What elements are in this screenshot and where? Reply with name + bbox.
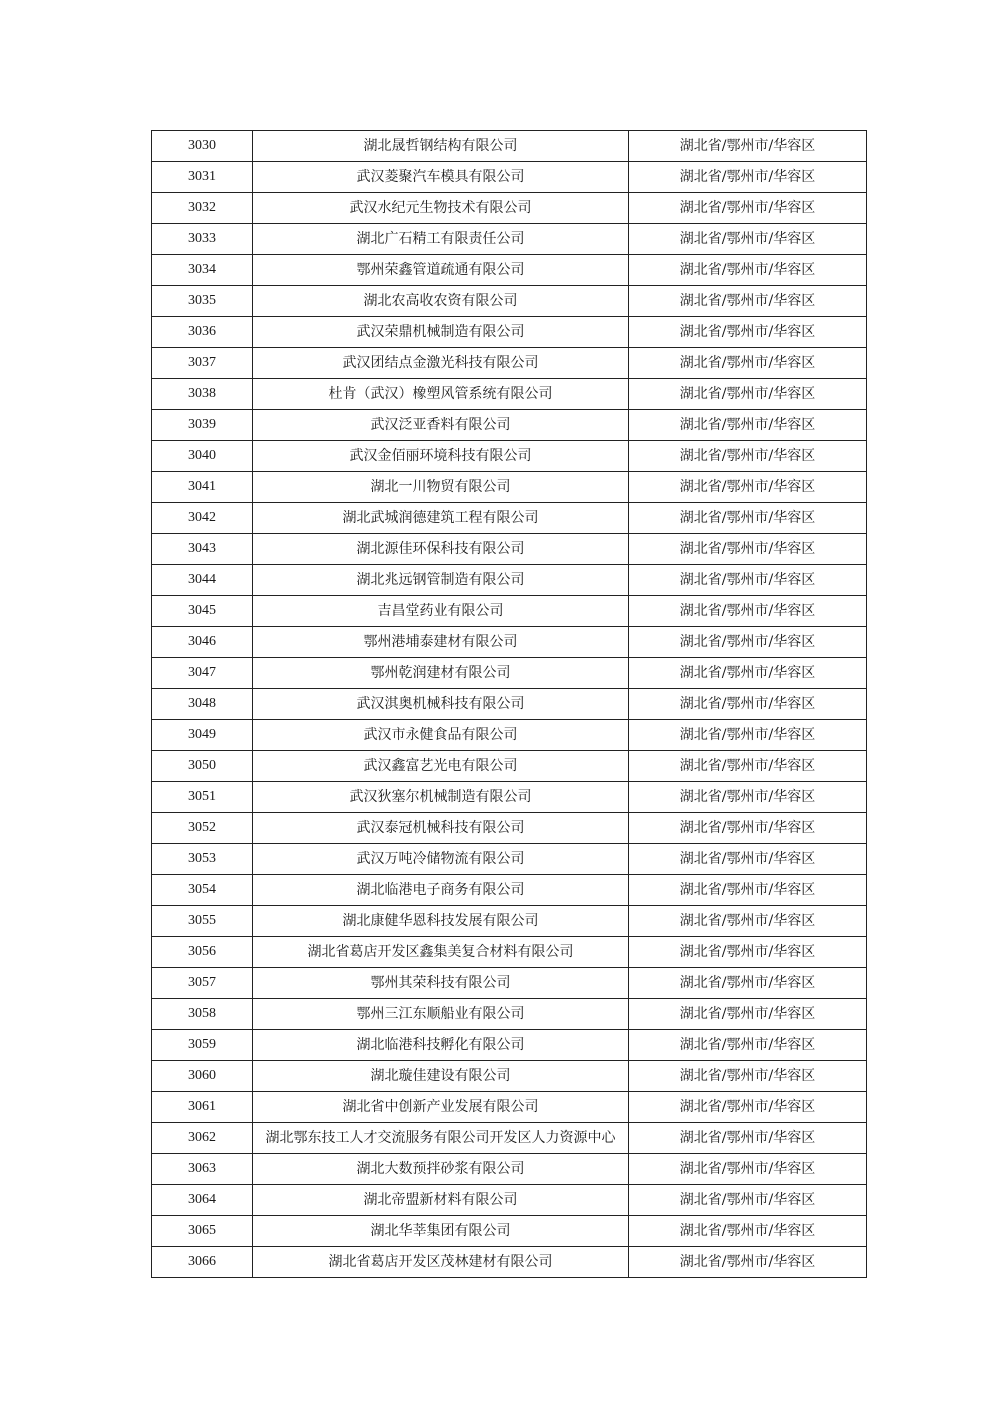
location-cell: 湖北省/鄂州市/华容区 [629, 1154, 867, 1185]
company-name-cell: 湖北临港科技孵化有限公司 [253, 1030, 629, 1061]
table-row [152, 534, 867, 565]
company-name-cell: 湖北一川物贸有限公司 [253, 472, 629, 503]
row-number-cell: 3053 [152, 844, 253, 875]
table-row [152, 813, 867, 844]
company-name-cell: 湖北广石精工有限责任公司 [253, 224, 629, 255]
company-name-cell: 武汉金佰丽环境科技有限公司 [253, 441, 629, 472]
row-number-cell: 3040 [152, 441, 253, 472]
company-name-cell: 武汉狄塞尔机械制造有限公司 [253, 782, 629, 813]
table-row [152, 1030, 867, 1061]
table-body [152, 131, 867, 1278]
company-name-cell: 湖北康健华恩科技发展有限公司 [253, 906, 629, 937]
row-number-cell: 3051 [152, 782, 253, 813]
row-number-cell: 3062 [152, 1123, 253, 1154]
row-number-cell: 3063 [152, 1154, 253, 1185]
row-number-cell: 3044 [152, 565, 253, 596]
table-row [152, 720, 867, 751]
location-cell: 湖北省/鄂州市/华容区 [629, 844, 867, 875]
row-number-cell: 3054 [152, 875, 253, 906]
location-cell: 湖北省/鄂州市/华容区 [629, 999, 867, 1030]
table-row [152, 131, 867, 162]
location-cell: 湖北省/鄂州市/华容区 [629, 162, 867, 193]
table-row [152, 1185, 867, 1216]
location-cell: 湖北省/鄂州市/华容区 [629, 1092, 867, 1123]
location-cell: 湖北省/鄂州市/华容区 [629, 348, 867, 379]
company-name-cell: 武汉菱聚汽车模具有限公司 [253, 162, 629, 193]
table-row [152, 472, 867, 503]
row-number-cell: 3032 [152, 193, 253, 224]
table-row [152, 255, 867, 286]
table-row [152, 565, 867, 596]
company-name-cell: 鄂州三江东顺船业有限公司 [253, 999, 629, 1030]
table-row [152, 627, 867, 658]
row-number-cell: 3030 [152, 131, 253, 162]
table-row [152, 968, 867, 999]
location-cell: 湖北省/鄂州市/华容区 [629, 751, 867, 782]
row-number-cell: 3048 [152, 689, 253, 720]
location-cell: 湖北省/鄂州市/华容区 [629, 317, 867, 348]
company-name-cell: 武汉淇奥机械科技有限公司 [253, 689, 629, 720]
table-row [152, 1092, 867, 1123]
row-number-cell: 3039 [152, 410, 253, 441]
table-row [152, 162, 867, 193]
row-number-cell: 3052 [152, 813, 253, 844]
location-cell: 湖北省/鄂州市/华容区 [629, 286, 867, 317]
location-cell: 湖北省/鄂州市/华容区 [629, 1030, 867, 1061]
table-row [152, 937, 867, 968]
row-number-cell: 3031 [152, 162, 253, 193]
company-name-cell: 湖北帝盟新材料有限公司 [253, 1185, 629, 1216]
company-name-cell: 武汉泛亚香料有限公司 [253, 410, 629, 441]
row-number-cell: 3060 [152, 1061, 253, 1092]
table-row [152, 906, 867, 937]
company-name-cell: 湖北省葛店开发区鑫集美复合材料有限公司 [253, 937, 629, 968]
table-row [152, 658, 867, 689]
row-number-cell: 3049 [152, 720, 253, 751]
location-cell: 湖北省/鄂州市/华容区 [629, 937, 867, 968]
row-number-cell: 3057 [152, 968, 253, 999]
row-number-cell: 3033 [152, 224, 253, 255]
company-name-cell: 鄂州其荣科技有限公司 [253, 968, 629, 999]
location-cell: 湖北省/鄂州市/华容区 [629, 472, 867, 503]
company-name-cell: 湖北省中创新产业发展有限公司 [253, 1092, 629, 1123]
location-cell: 湖北省/鄂州市/华容区 [629, 906, 867, 937]
row-number-cell: 3042 [152, 503, 253, 534]
table-row [152, 193, 867, 224]
location-cell: 湖北省/鄂州市/华容区 [629, 1216, 867, 1247]
location-cell: 湖北省/鄂州市/华容区 [629, 255, 867, 286]
location-cell: 湖北省/鄂州市/华容区 [629, 1123, 867, 1154]
row-number-cell: 3034 [152, 255, 253, 286]
table-row [152, 348, 867, 379]
company-name-cell: 杜肯（武汉）橡塑风管系统有限公司 [253, 379, 629, 410]
row-number-cell: 3037 [152, 348, 253, 379]
row-number-cell: 3066 [152, 1247, 253, 1278]
location-cell: 湖北省/鄂州市/华容区 [629, 1247, 867, 1278]
location-cell: 湖北省/鄂州市/华容区 [629, 131, 867, 162]
row-number-cell: 3058 [152, 999, 253, 1030]
row-number-cell: 3045 [152, 596, 253, 627]
location-cell: 湖北省/鄂州市/华容区 [629, 503, 867, 534]
location-cell: 湖北省/鄂州市/华容区 [629, 720, 867, 751]
location-cell: 湖北省/鄂州市/华容区 [629, 441, 867, 472]
company-name-cell: 湖北兆远钢管制造有限公司 [253, 565, 629, 596]
table-row [152, 503, 867, 534]
table-row [152, 751, 867, 782]
row-number-cell: 3055 [152, 906, 253, 937]
row-number-cell: 3043 [152, 534, 253, 565]
table-row [152, 782, 867, 813]
table-row [152, 1061, 867, 1092]
company-name-cell: 武汉水纪元生物技术有限公司 [253, 193, 629, 224]
company-name-cell: 湖北大数预拌砂浆有限公司 [253, 1154, 629, 1185]
company-name-cell: 武汉鑫富艺光电有限公司 [253, 751, 629, 782]
row-number-cell: 3035 [152, 286, 253, 317]
location-cell: 湖北省/鄂州市/华容区 [629, 689, 867, 720]
row-number-cell: 3056 [152, 937, 253, 968]
table-row [152, 596, 867, 627]
row-number-cell: 3050 [152, 751, 253, 782]
row-number-cell: 3041 [152, 472, 253, 503]
row-number-cell: 3038 [152, 379, 253, 410]
location-cell: 湖北省/鄂州市/华容区 [629, 658, 867, 689]
table-row [152, 1216, 867, 1247]
location-cell: 湖北省/鄂州市/华容区 [629, 410, 867, 441]
row-number-cell: 3046 [152, 627, 253, 658]
row-number-cell: 3059 [152, 1030, 253, 1061]
company-name-cell: 湖北农高收农资有限公司 [253, 286, 629, 317]
company-name-cell: 武汉万吨冷储物流有限公司 [253, 844, 629, 875]
table-row [152, 1123, 867, 1154]
location-cell: 湖北省/鄂州市/华容区 [629, 968, 867, 999]
location-cell: 湖北省/鄂州市/华容区 [629, 813, 867, 844]
row-number-cell: 3064 [152, 1185, 253, 1216]
location-cell: 湖北省/鄂州市/华容区 [629, 1061, 867, 1092]
table-row [152, 317, 867, 348]
location-cell: 湖北省/鄂州市/华容区 [629, 1185, 867, 1216]
row-number-cell: 3036 [152, 317, 253, 348]
company-name-cell: 湖北省葛店开发区茂林建材有限公司 [253, 1247, 629, 1278]
table-row [152, 1154, 867, 1185]
company-name-cell: 鄂州乾润建材有限公司 [253, 658, 629, 689]
location-cell: 湖北省/鄂州市/华容区 [629, 224, 867, 255]
company-name-cell: 湖北临港电子商务有限公司 [253, 875, 629, 906]
company-table [151, 130, 867, 1278]
location-cell: 湖北省/鄂州市/华容区 [629, 782, 867, 813]
company-name-cell: 吉昌堂药业有限公司 [253, 596, 629, 627]
company-name-cell: 武汉团结点金激光科技有限公司 [253, 348, 629, 379]
location-cell: 湖北省/鄂州市/华容区 [629, 534, 867, 565]
company-name-cell: 湖北璇佳建设有限公司 [253, 1061, 629, 1092]
table-row [152, 410, 867, 441]
location-cell: 湖北省/鄂州市/华容区 [629, 596, 867, 627]
company-name-cell: 湖北华莘集团有限公司 [253, 1216, 629, 1247]
location-cell: 湖北省/鄂州市/华容区 [629, 379, 867, 410]
table-row [152, 379, 867, 410]
company-name-cell: 湖北武城润德建筑工程有限公司 [253, 503, 629, 534]
table-row [152, 844, 867, 875]
row-number-cell: 3061 [152, 1092, 253, 1123]
company-name-cell: 鄂州荣鑫管道疏通有限公司 [253, 255, 629, 286]
location-cell: 湖北省/鄂州市/华容区 [629, 565, 867, 596]
table-row [152, 224, 867, 255]
row-number-cell: 3065 [152, 1216, 253, 1247]
company-name-cell: 鄂州港埔泰建材有限公司 [253, 627, 629, 658]
location-cell: 湖北省/鄂州市/华容区 [629, 875, 867, 906]
row-number-cell: 3047 [152, 658, 253, 689]
location-cell: 湖北省/鄂州市/华容区 [629, 627, 867, 658]
table-row [152, 1247, 867, 1278]
company-name-cell: 湖北鄂东技工人才交流服务有限公司开发区人力资源中心 [253, 1123, 629, 1154]
company-name-cell: 武汉市永健食品有限公司 [253, 720, 629, 751]
company-name-cell: 武汉荣鼎机械制造有限公司 [253, 317, 629, 348]
company-name-cell: 湖北晟哲钢结构有限公司 [253, 131, 629, 162]
table-row [152, 689, 867, 720]
company-name-cell: 武汉泰冠机械科技有限公司 [253, 813, 629, 844]
table-row [152, 286, 867, 317]
table-row [152, 441, 867, 472]
table-row [152, 875, 867, 906]
company-name-cell: 湖北源佳环保科技有限公司 [253, 534, 629, 565]
table-row [152, 999, 867, 1030]
location-cell: 湖北省/鄂州市/华容区 [629, 193, 867, 224]
